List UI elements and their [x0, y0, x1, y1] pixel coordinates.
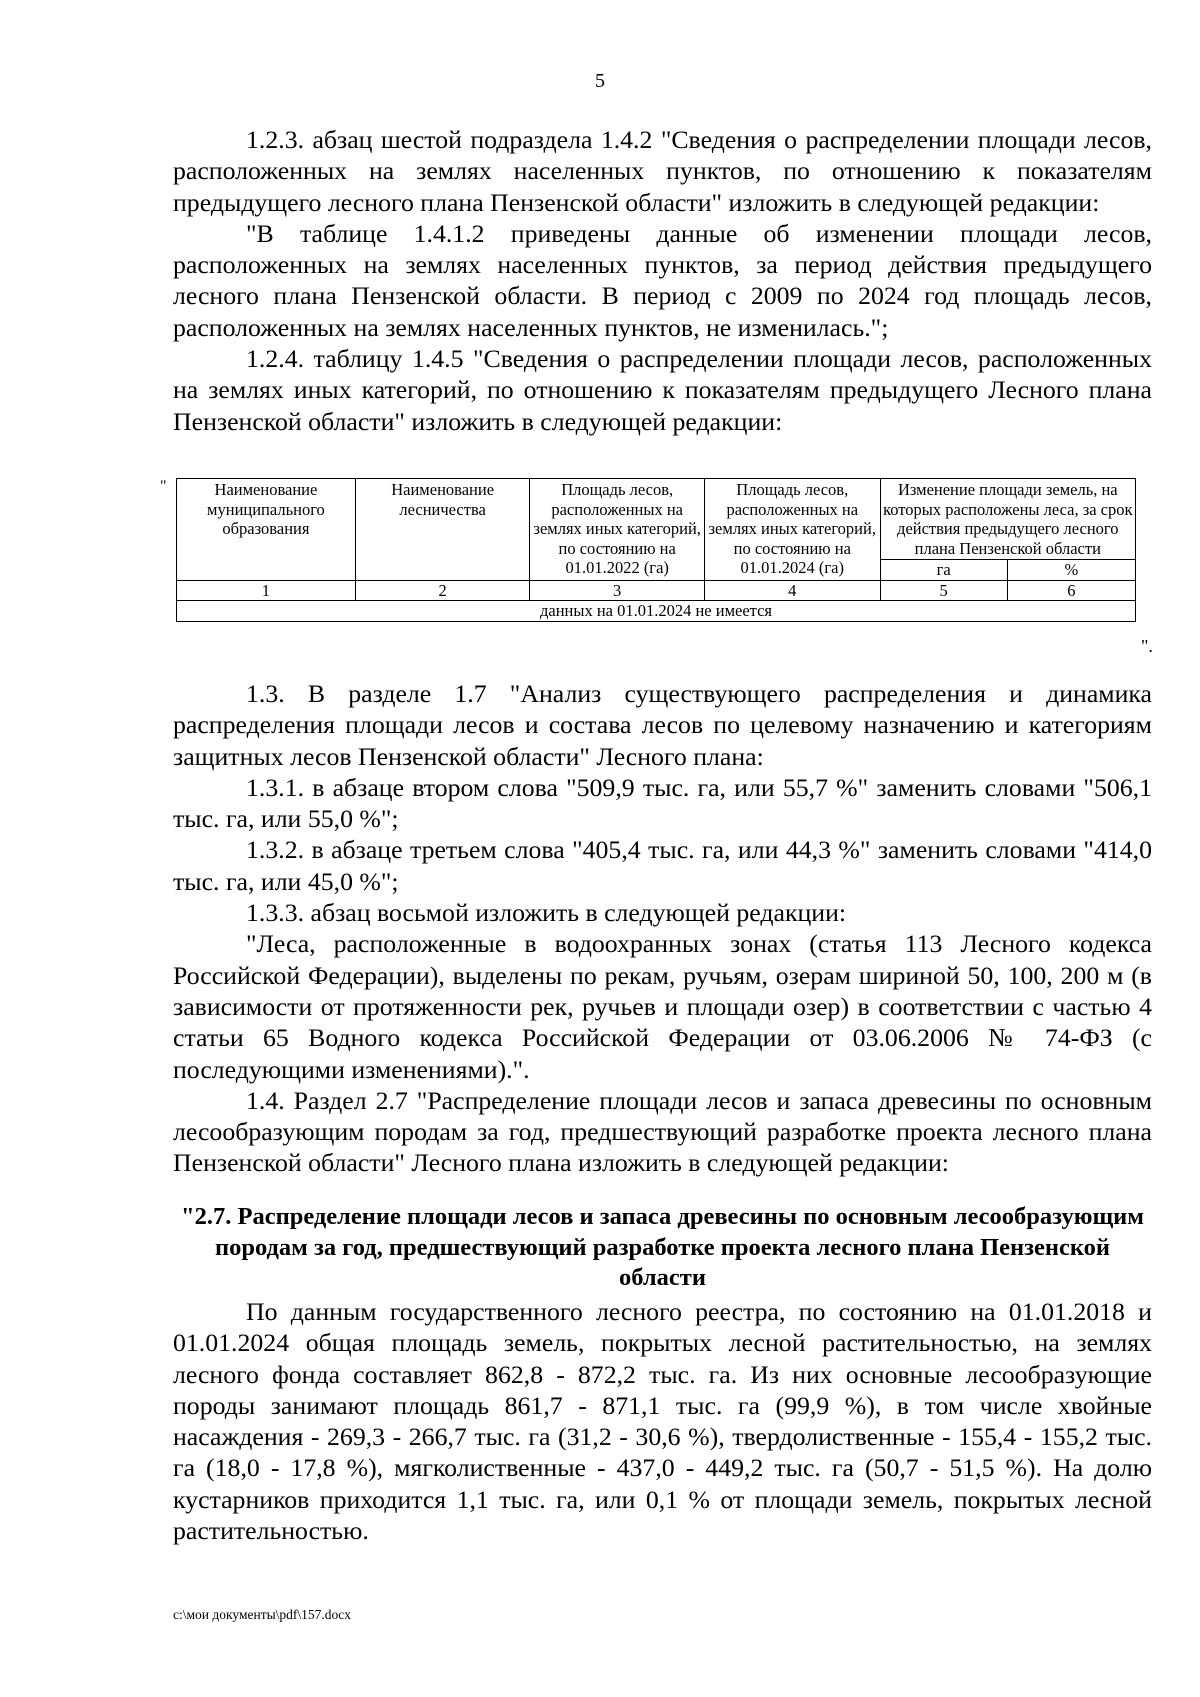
- header-area-2022: Площадь лесов, расположенных на землях иных категорий, по состоянию на 01.01.2022 (га): [530, 479, 705, 581]
- column-number: 1: [177, 580, 356, 601]
- no-data-note: данных на 01.01.2024 не имеется: [177, 601, 1136, 622]
- paragraphs-top: [173, 124, 1152, 437]
- column-number: 5: [880, 580, 1007, 601]
- paragraph: По данным государственного лесного реестра, по состоянию на 01.01.2018 и 01.01.2024 общая площадь земель, покрытых лесной растительностью, на землях лесного фонда составляет 862,8 - 872,2 тыс. га. Из них основные лесообразующие породы занимают площадь 861,7 - 871,1 тыс. га (99,9 %), в том числе хвойные насаждения - 269,3 - 266,7 тыс. га (31,2 - 30,6 %), твердолиственные - 155,4 - 155,2 тыс. га (18,0 - 17,8 %), мягколиственные - 437,0 - 449,2 тыс. га (50,7 - 51,5 %). На долю кустарников приходится 1,1 тыс. га, или 0,1 % от площади земель, покрытых лесной растительностью.: [173, 1297, 1152, 1546]
- paragraph: 1.3. В разделе 1.7 "Анализ существующего распределения и динамика распределения площади лесов и состава лесов по целевому назначению и категориям защитных лесов Пензенской области" Лесного плана:: [173, 679, 1152, 771]
- paragraphs-bottom: [173, 1296, 1152, 1546]
- paragraph: "Леса, расположенные в водоохранных зонах (статья 113 Лесного кодекса Российской Федерации), выделены по рекам, ручьям, озерам шириной 50, 100, 200 м (в зависимости от протяженности рек, ручьев и площади озер) в соответствии с частью 4 статьи 65 Водного кодекса Российской Федерации от 03.06.2006 № 74-ФЗ (с последующими изменениями).".: [173, 929, 1152, 1084]
- header-area-2024: Площадь лесов, расположенных на землях иных категорий, по состоянию на 01.01.2024 (га): [704, 479, 880, 581]
- paragraph: 1.2.3. абзац шестой подраздела 1.4.2 "Сведения о распределении площади лесов, расположенных на землях населенных пунктов, по отношению к показателям предыдущего лесного плана Пензенской области" изложить в следующей редакции:: [173, 125, 1152, 217]
- header-municipality: Наименование муниципального образования: [177, 479, 356, 581]
- table-number-row: [177, 580, 1136, 601]
- paragraph: 1.3.3. абзац восьмой изложить в следующей редакции:: [246, 898, 847, 928]
- column-number: 2: [355, 580, 530, 601]
- column-number: 3: [530, 580, 705, 601]
- table-quote-close: ".: [1141, 636, 1153, 656]
- table-header-row: [177, 479, 1136, 560]
- header-change: Изменение площади земель, на которых расположены леса, за срок действия предыдущего лесного плана Пензенской области: [880, 479, 1135, 560]
- header-forestry: Наименование лесничества: [355, 479, 530, 581]
- footer-file-path: c:\мои документы\pdf\157.docx: [173, 1607, 352, 1622]
- table-row: [177, 601, 1136, 622]
- forest-area-table: [176, 478, 1136, 622]
- header-percent: %: [1007, 560, 1135, 581]
- table-container: [176, 478, 1136, 622]
- paragraph: 1.3.1. в абзаце втором слова "509,9 тыс. га, или 55,7 %" заменить словами "506,1 тыс. га, или 55,0 %";: [173, 772, 1152, 834]
- column-number: 4: [704, 580, 880, 601]
- page-number: 5: [595, 70, 605, 92]
- section-heading: "2.7. Распределение площади лесов и запаса древесины по основным лесообразующим породам за год, предшествующий разработке проекта лесного плана Пензенской области: [181, 1203, 1144, 1291]
- paragraphs-mid: [173, 678, 1152, 1179]
- column-number: 6: [1007, 580, 1135, 601]
- table-quote-open: ": [160, 478, 167, 495]
- paragraph: 1.2.4. таблицу 1.4.5 "Сведения о распределении площади лесов, расположенных на землях иных категорий, по отношению к показателям предыдущего Лесного плана Пензенской области" изложить в следующей редакции:: [173, 344, 1152, 436]
- paragraph: 1.4. Раздел 2.7 "Распределение площади лесов и запаса древесины по основным лесообразующим породам за год, предшествующий разработке проекта лесного плана Пензенской области" Лесного плана изложить в следующей редакции:: [173, 1085, 1152, 1178]
- paragraph: "В таблице 1.4.1.2 приведены данные об изменении площади лесов, расположенных на землях населенных пунктов, за период действия предыдущего лесного плана Пензенской области. В период с 2009 по 2024 год площадь лесов, расположенных на землях населенных пунктов, не изменилась.";: [173, 218, 1152, 342]
- paragraph: 1.3.2. в абзаце третьем слова "405,4 тыс. га, или 44,3 %" заменить словами "414,0 тыс. га, или 45,0 %";: [173, 835, 1152, 896]
- header-ha: га: [880, 560, 1007, 581]
